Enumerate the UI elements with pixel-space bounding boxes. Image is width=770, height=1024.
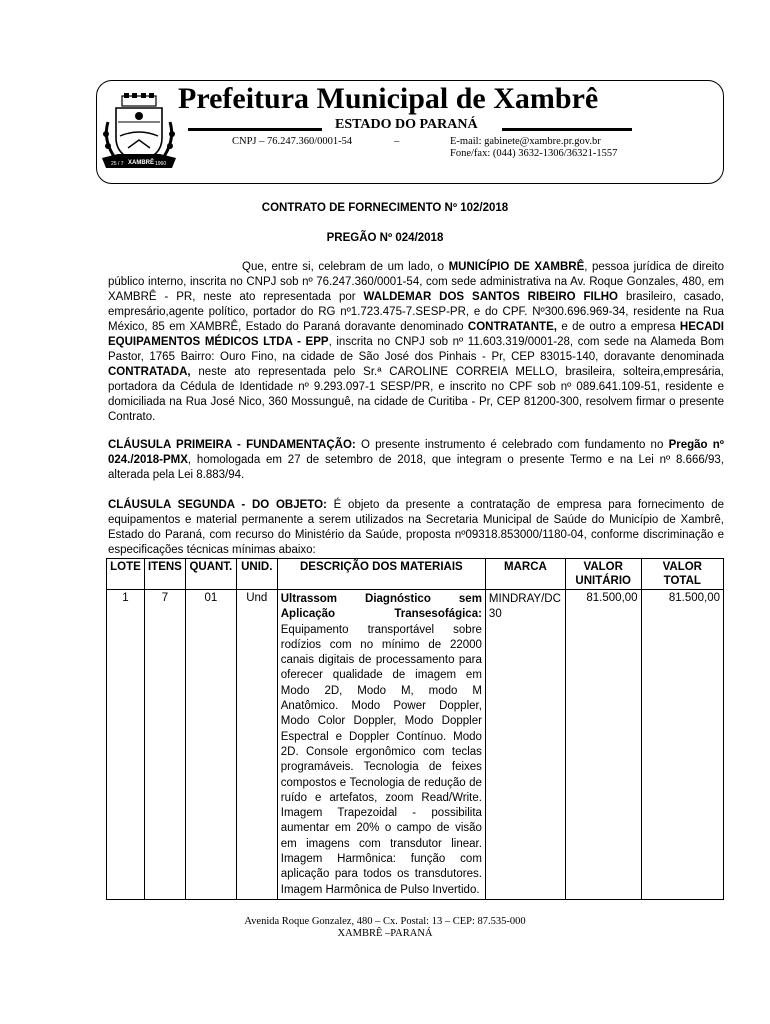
cell-itens: 7 bbox=[144, 590, 185, 900]
col-header-marca: MARCA bbox=[485, 559, 565, 590]
header-rule-right bbox=[502, 128, 632, 131]
col-header-lote: LOTE bbox=[107, 559, 145, 590]
col-header-valor-unitario: VALOR UNITÁRIO bbox=[565, 559, 641, 590]
col-header-itens: ITENS bbox=[144, 559, 185, 590]
cell-valor-unitario: 81.500,00 bbox=[565, 590, 641, 900]
table-row bbox=[107, 590, 724, 900]
cell-unid: Und bbox=[236, 590, 277, 900]
clause-first: CLÁUSULA PRIMEIRA - FUNDAMENTAÇÃO: O presente instrumento é celebrado com fundamento no Pregão nº 024./2018-PMX, homologada em 27 de setembro de 2018, que integram o presente Termo e na Lei nº 8.666/93, alterada pela Lei 8.883/94. bbox=[108, 439, 724, 481]
email-text: E-mail: gabinete@xambre.pr.gov.br bbox=[450, 136, 601, 147]
contract-title: CONTRATO DE FORNECIMENTO Nº 102/2018 bbox=[261, 202, 509, 214]
cell-marca: MINDRAY/DC 30 bbox=[485, 590, 565, 900]
cell-lote: 1 bbox=[107, 590, 145, 900]
cell-valor-total: 81.500,00 bbox=[641, 590, 723, 900]
col-header-quant: QUANT. bbox=[185, 559, 236, 590]
footer-address: Avenida Roque Gonzalez, 480 – Cx. Postal: 13 – CEP: 87.535-000 bbox=[244, 916, 526, 927]
state-name: ESTADO DO PARANÁ bbox=[335, 117, 478, 132]
col-header-descricao: DESCRIÇÃO DOS MATERIAIS bbox=[277, 559, 485, 590]
phone-text: Fone/fax: (044) 3632-1306/36321-1557 bbox=[450, 148, 618, 159]
cnpj-text: CNPJ – 76.247.360/0001-54 bbox=[232, 136, 353, 147]
col-header-valor-total: VALOR TOTAL bbox=[641, 559, 723, 590]
crest-banner-date: 25 / 7 bbox=[111, 161, 124, 167]
page-title: Prefeitura Municipal de Xambrê bbox=[178, 82, 599, 115]
cell-descricao: Ultrassom Diagnóstico sem Aplicação Transesofágica: Equipamento transportável sobre rodízios com no mínimo de 22000 canais digitais de processamento para oferecer qualidade de imagem em Modo 2D, Modo M, modo M Anatômico. Modo Power Doppler, Modo Color Doppler, Modo Doppler Espectral e Doppler Contínuo. Modo 2D. Console ergonômico com teclas programáveis. Tecnologia de feixes compostos e Tecnologia de redução de ruído e artefatos, zoom Read/Write. Imagem Trapezoidal - possibilita aumentar em 20% o campo de visão em imagens com transdutor linear. Imagem Harmônica: função com aplicação para todos os transdutores. Imagem Harmônica de Pulso Invertido. bbox=[277, 590, 485, 900]
footer-city: XAMBRÊ –PARANÁ bbox=[337, 928, 433, 939]
intro-paragraph: Que, entre si, celebram de um lado, o MUNICÍPIO DE XAMBRÊ, pessoa jurídica de direito público interno, inscrita no CNPJ sob nº 76.247.360/0001-54, com sede administrativa na Av. Roque Gonzales, 480, em XAMBRÊ - PR, neste ato representada por WALDEMAR DOS SANTOS RIBEIRO FILHO brasileiro, casado, empresário,agente político, portador do RG nº1.723.475-7.SESP-PR, e do CPF. Nº300.696.969-34, residente na Rua México, 85 em XAMBRÊ, Estado do Paraná doravante denominado CONTRATANTE, e de outro a empresa HECADI EQUIPAMENTOS MÉDICOS LTDA - EPP, inscrita no CNPJ sob nº 11.603.319/0001-28, com sede na Alameda Bom Pastor, 1765 Bairro: Ouro Fino, na cidade de São José dos Pinhais - Pr, CEP 83015-140, doravante denominada CONTRATADA, neste ato representada pelo Sr.ª CAROLINE CORREIA MELLO, brasileira, solteira,empresária, portadora da Cédula de Identidade nº 9.293.097-1 SESP/PR, e inscrito no CPF sob nº 089.641.109-51, residente e domiciliada na Rua José Nico, 360 Mossunguê, na cidade de Curitiba - Pr, CEP 81200-300, resolvem firmar o presente Contrato. bbox=[108, 261, 724, 423]
materials-table bbox=[106, 558, 724, 900]
pregao-title: PREGÃO Nº 024/2018 bbox=[326, 232, 444, 244]
table-header-row bbox=[107, 559, 724, 590]
cell-quant: 01 bbox=[185, 590, 236, 900]
crest-banner-year: 1960 bbox=[155, 161, 167, 167]
crest-banner-name: XAMBRÊ bbox=[128, 160, 155, 166]
header-dash: – bbox=[394, 136, 400, 147]
clause-second: CLÁUSULA SEGUNDA - DO OBJETO: É objeto da presente a contratação de empresa para fornecimento de equipamentos e material permanente a serem utilizados na Secretaria Municipal de Saúde do Município de Xambrê, Estado do Paraná, com recurso do Ministério da Saúde, proposta nº09318.853000/1180-04, conforme discriminação e especificações técnicas mínimas abaixo: bbox=[108, 499, 724, 556]
header-rule-left bbox=[188, 128, 322, 131]
municipal-coat-of-arms bbox=[98, 92, 180, 174]
col-header-unid: UNID. bbox=[236, 559, 277, 590]
